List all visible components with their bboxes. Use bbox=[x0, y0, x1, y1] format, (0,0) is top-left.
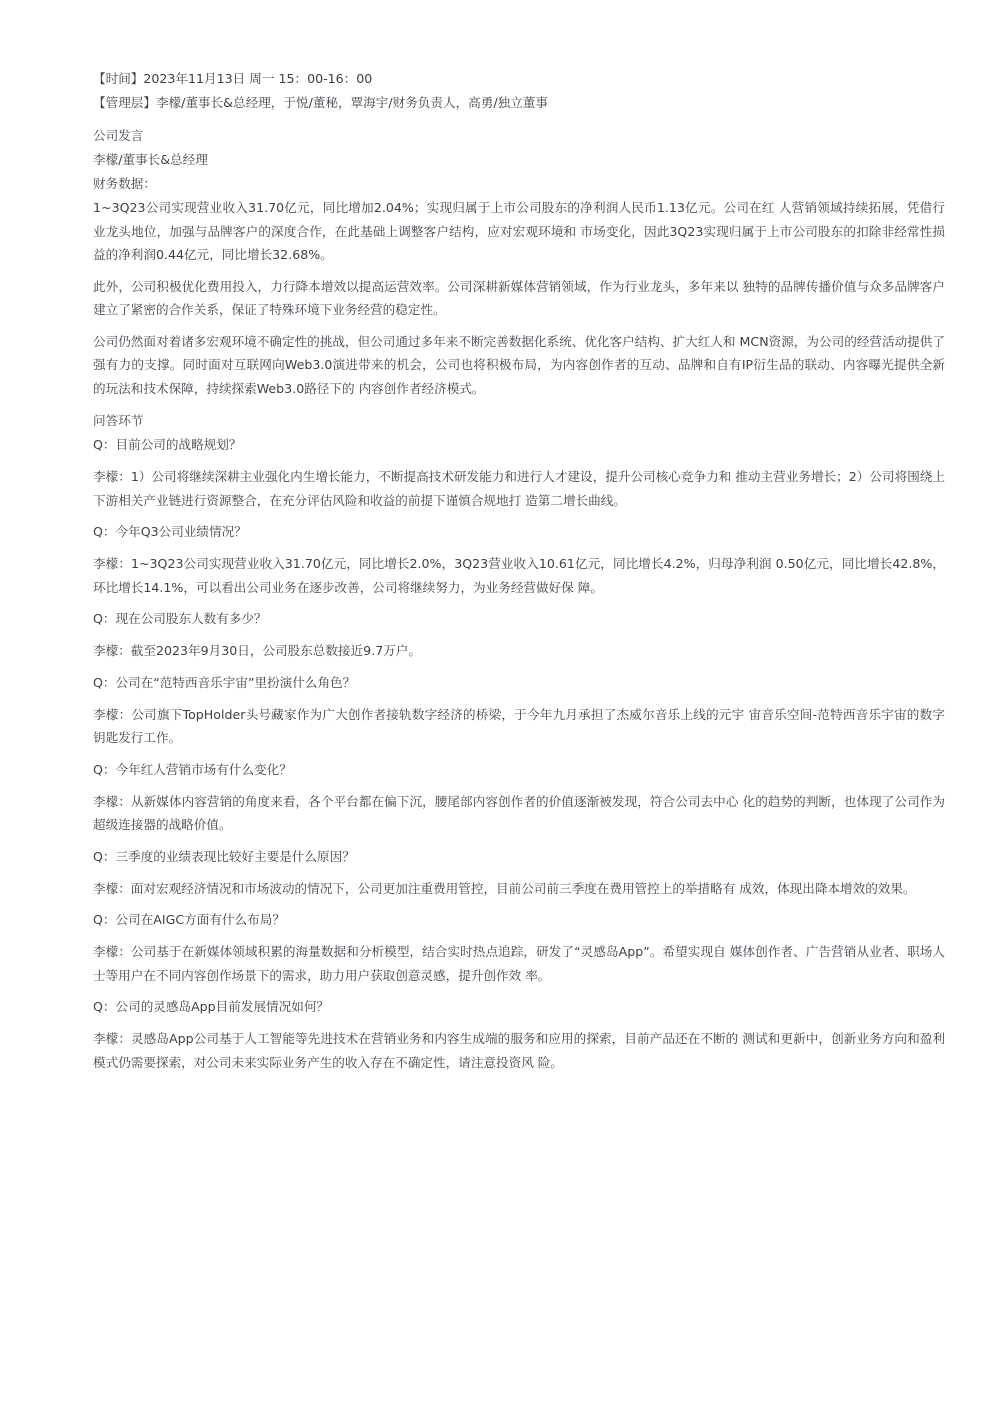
qa-section-title: 问答环节 bbox=[93, 413, 144, 428]
finance-label: 财务数据： bbox=[93, 176, 156, 191]
meeting-time: 【时间】2023年11月13日 周一 15：00-16：00 bbox=[93, 71, 373, 86]
qa-answer: 李檬：公司基于在新媒体领域积累的海量数据和分析模型，结合实时热点追踪，研发了“灵感岛App”。希望实现自 媒体创作者、广告营销从业者、职场人士等用户在不同内容创作场景下的需求，助力用户获取创意灵感，提升创作效 率。 bbox=[93, 944, 945, 983]
qa-answer: 李檬：灵感岛App公司基于人工智能等先进技术在营销业务和内容生成端的服务和应用的探索，目前产品还在不断的 测试和更新中，创新业务方向和盈利模式仍需要探索，对公司未来实际业务产生的收入存在不确定性，请注意投资风 险。 bbox=[93, 1031, 945, 1070]
qa-answer: 李檬：1~3Q23公司实现营业收入31.70亿元，同比增长2.0%，3Q23营业收入10.61亿元，同比增长4.2%，归母净利润 0.50亿元，同比增长42.8%，环比增长14.1%，可以看出公司业务在逐步改善，公司将继续努力，为业务经营做好保 障。 bbox=[93, 556, 945, 595]
qa-question: Q：目前公司的战略规划？ bbox=[93, 437, 242, 452]
speech-paragraph: 公司仍然面对着诸多宏观环境不确定性的挑战，但公司通过多年来不断完善数据化系统、优化客户结构、扩大红人和 MCN资源，为公司的经营活动提供了强有力的支撑。同时面对互联网向Web3.0演进带来的机会，公司也将积极布局，为内容创作者的互动、品牌和自有IP衍生品的联动、内容曝光提供全新的玩法和技术保障，持续探索Web3.0路径下的 内容创作者经济模式。 bbox=[93, 333, 945, 396]
qa-answer: 李檬：面对宏观经济情况和市场波动的情况下，公司更加注重费用管控，目前公司前三季度在费用管控上的举措略有 成效，体现出降本增效的效果。 bbox=[93, 880, 916, 896]
qa-answer: 李檬：公司旗下TopHolder头号藏家作为广大创作者接轨数字经济的桥梁，于今年九月承担了杰威尔音乐上线的元宇 宙音乐空间-范特西音乐宇宙的数字钥匙发行工作。 bbox=[93, 706, 945, 745]
qa-question: Q：今年红人营销市场有什么变化？ bbox=[93, 761, 292, 777]
qa-question: Q：现在公司股东人数有多少？ bbox=[93, 611, 267, 626]
qa-question: Q：公司的灵感岛App目前发展情况如何？ bbox=[93, 999, 330, 1014]
qa-answer: 李檬：从新媒体内容营销的角度来看，各个平台都在偏下沉，腰尾部内容创作者的价值逐渐被发现，符合公司去中心 化的趋势的判断，也体现了公司作为超级连接器的战略价值。 bbox=[93, 793, 945, 832]
speech-paragraph: 1~3Q23公司实现营业收入31.70亿元，同比增加2.04%；实现归属于上市公司股东的净利润人民币1.13亿元。公司在红 人营销领域持续拓展，凭借行业龙头地位，加强与品牌客户的深度合作，在此基础上调整客户结构，应对宏观环境和 市场变化，因此3Q23实现归属于上市公司股东的扣除非经常性损益的净利润0.44亿元，同比增长32.68%。 bbox=[93, 200, 945, 262]
management-list: 【管理层】李檬/董事长&总经理，于悦/董秘，覃海宇/财务负责人，高勇/独立董事 bbox=[93, 95, 548, 110]
qa-answer: 李檬：1）公司将继续深耕主业强化内生增长能力，不断提高技术研发能力和进行人才建设，提升公司核心竞争力和 推动主营业务增长；2）公司将围绕上下游相关产业链进行资源整合，在充分评估风险和收益的前提下谨慎合规地打 造第二增长曲线。 bbox=[93, 469, 945, 508]
document-page bbox=[93, 67, 945, 1074]
qa-answer: 李檬：截至2023年9月30日，公司股东总数接近9.7万户。 bbox=[93, 643, 421, 658]
qa-question: Q：三季度的业绩表现比较好主要是什么原因？ bbox=[93, 848, 355, 864]
qa-question: Q：今年Q3公司业绩情况？ bbox=[93, 524, 247, 539]
speech-paragraph: 此外，公司积极优化费用投入，力行降本增效以提高运营效率。公司深耕新媒体营销领域，作为行业龙头，多年来以 独特的品牌传播价值与众多品牌客户建立了紧密的合作关系，保证了特殊环境下业务经营的稳定性。 bbox=[93, 278, 945, 317]
speaker-name: 李檬/董事长&总经理 bbox=[93, 152, 208, 167]
speech-section-title: 公司发言 bbox=[93, 128, 144, 143]
qa-question: Q：公司在“范特西音乐宇宙”里扮演什么角色？ bbox=[93, 674, 356, 690]
qa-question: Q：公司在AIGC方面有什么布局？ bbox=[93, 912, 285, 927]
